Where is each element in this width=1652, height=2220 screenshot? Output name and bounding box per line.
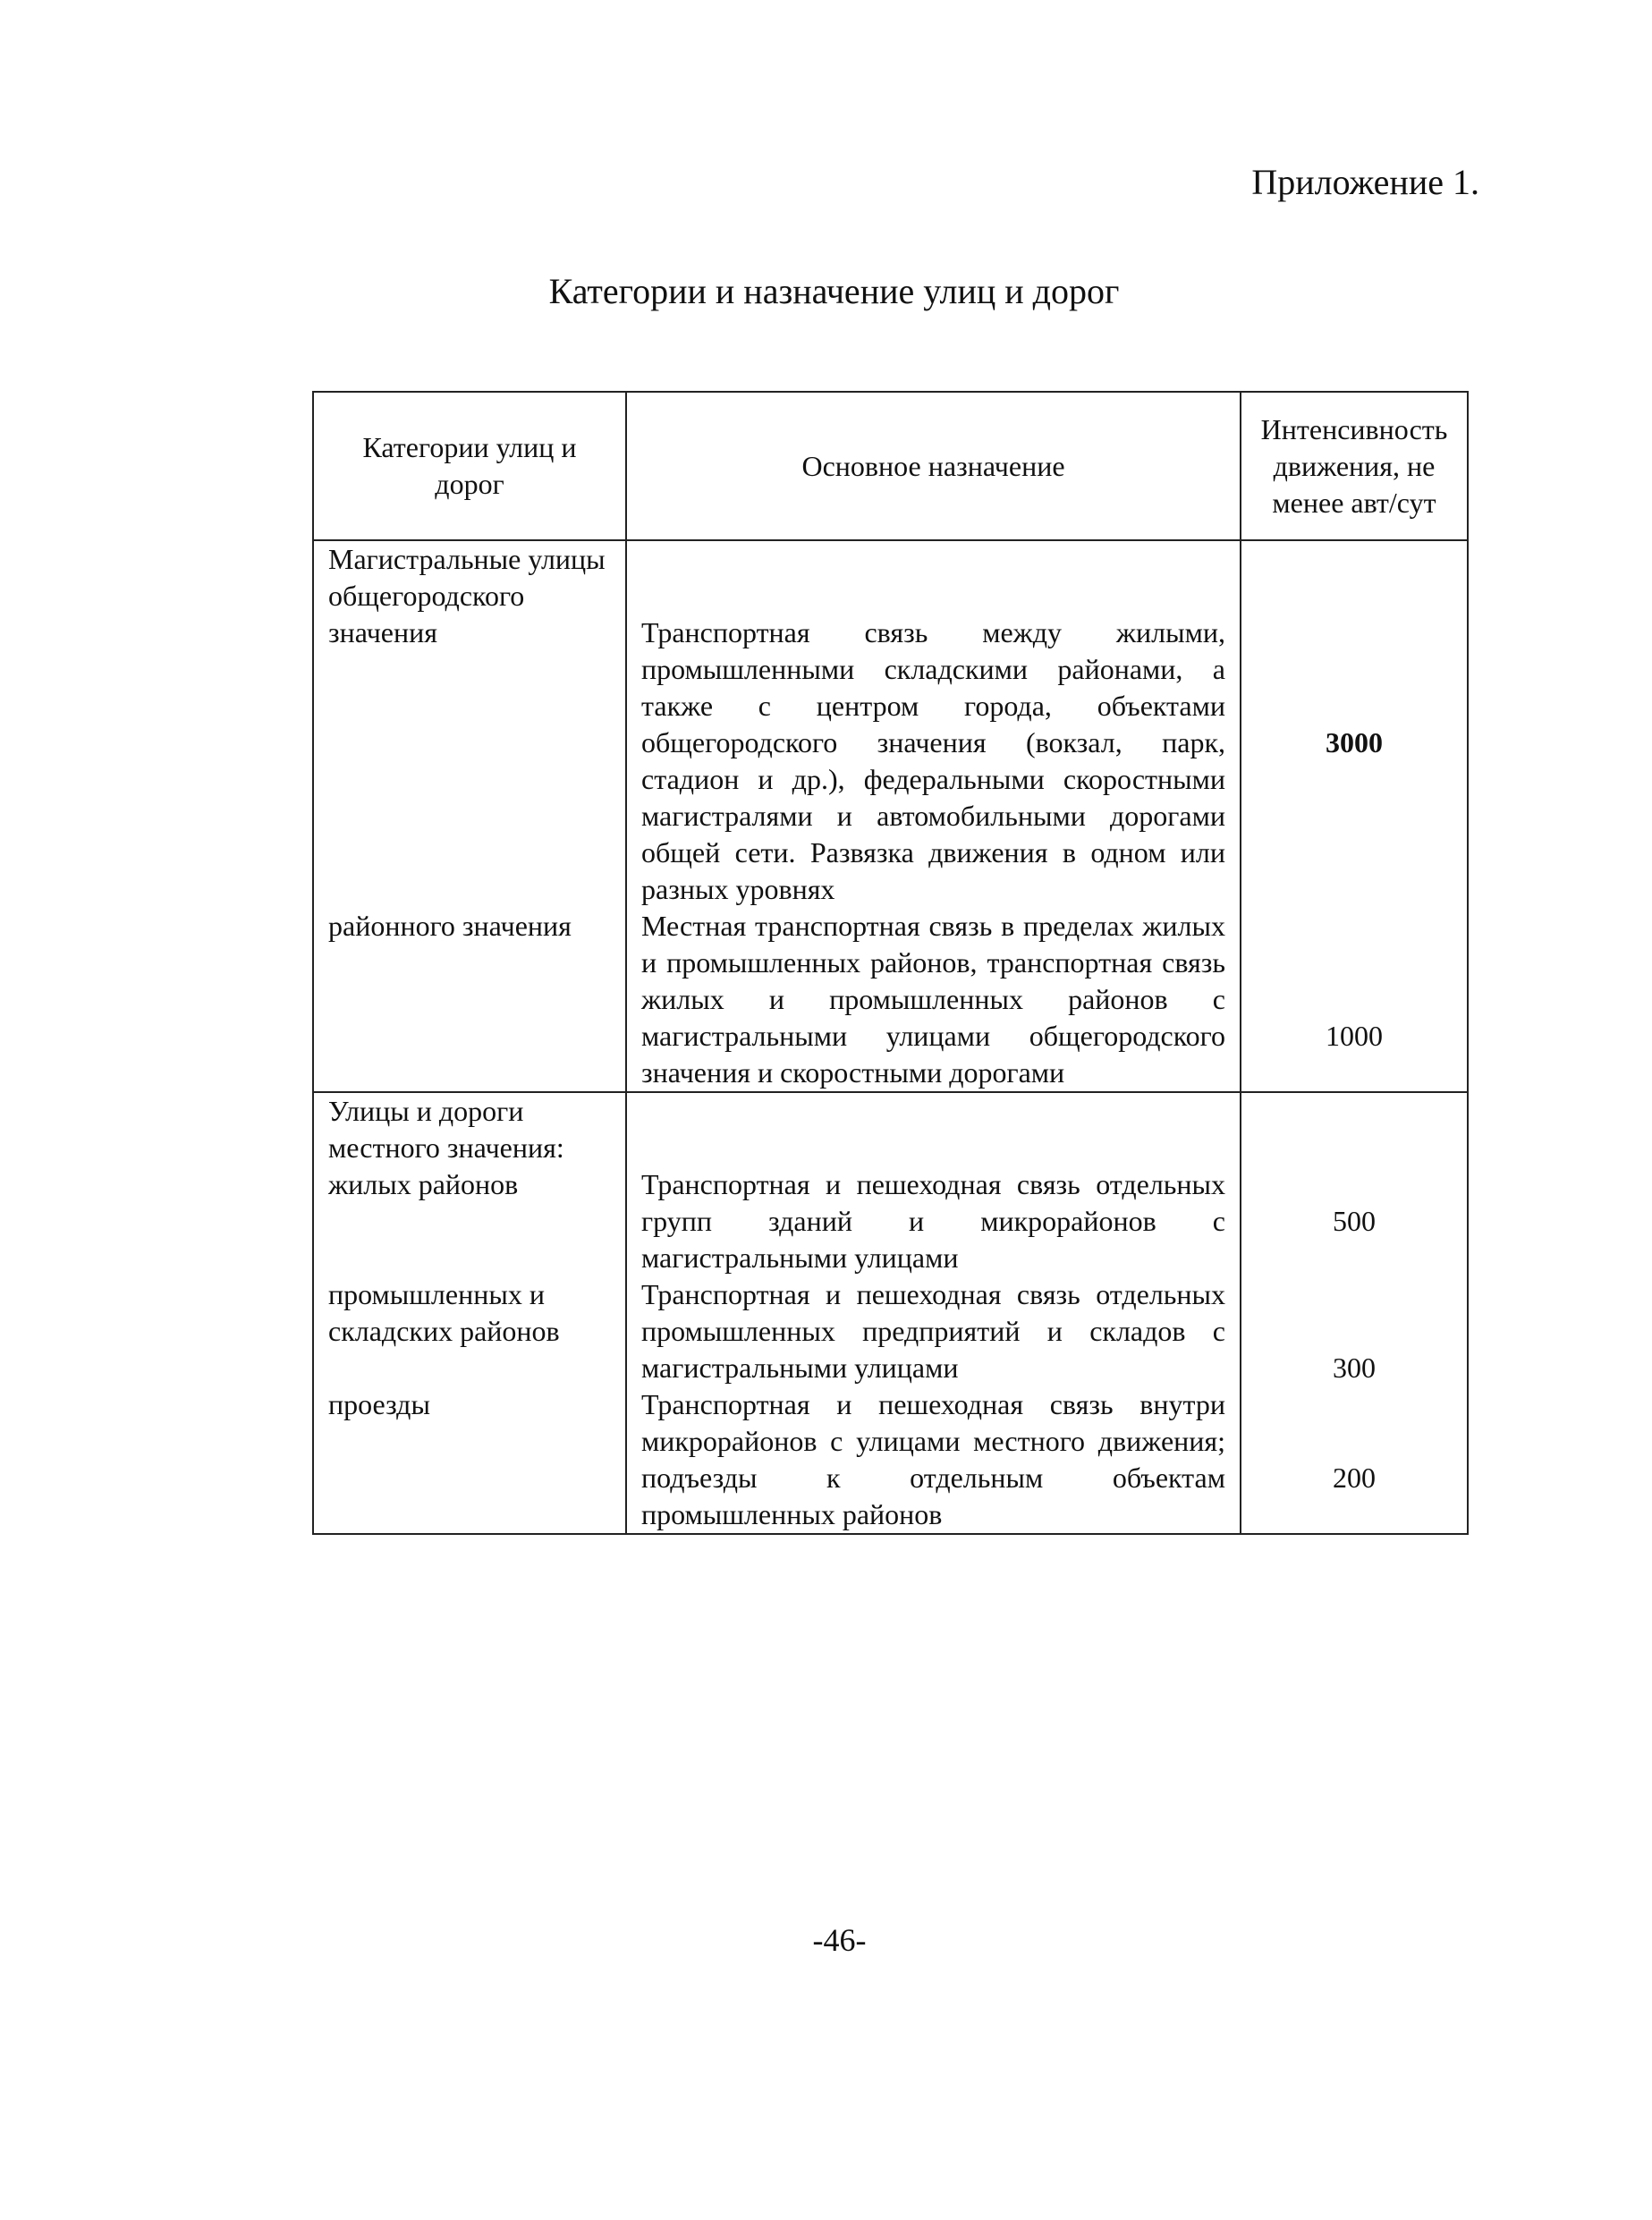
category-cell: [313, 1386, 626, 1534]
table-row: [313, 1386, 1468, 1534]
group-heading: Улицы и дороги местного значения:: [328, 1095, 564, 1164]
header-purpose: Основное назначение: [626, 392, 1241, 540]
categories-table: [312, 391, 1469, 1535]
intensity-cell: [1241, 1092, 1468, 1276]
purpose-text: Транспортная связь между жилыми, промышленными складскими районами, а также с центром города, объектами общегородского значения (вокзал, парк, стадион и др.), федеральными скоростными магистралями и автомобильными дорогами общей сети. Развязка движения в одном или разных уровнях: [641, 616, 1225, 905]
table-header-row: [313, 392, 1468, 540]
appendix-label: Приложение 1.: [1251, 162, 1479, 202]
intensity-cell: [1241, 1386, 1468, 1534]
intensity-value: 200: [1333, 1462, 1376, 1494]
purpose-text: Транспортная и пешеходная связь внутри микрорайонов с улицами местного движения; подъезды к отдельным объектам промышленных районов: [641, 1388, 1225, 1530]
purpose-cell: [626, 1092, 1241, 1276]
purpose-cell: [626, 1276, 1241, 1386]
intensity-value: 500: [1333, 1205, 1376, 1237]
purpose-text: Транспортная и пешеходная связь отдельных групп зданий и микрорайонов с магистральными улицами: [641, 1168, 1225, 1274]
table-row: [313, 540, 1468, 908]
category-name: промышленных и складских районов: [328, 1278, 560, 1347]
category-cell: [313, 1276, 626, 1386]
intensity-cell: [1241, 908, 1468, 1092]
intensity-value: 300: [1333, 1351, 1376, 1384]
purpose-text: Местная транспортная связь в пределах жилых и промышленных районов, транспортная связь жилых и промышленных районов с магистральными улицами общегородского значения и скоростными дорогами: [641, 910, 1225, 1089]
category-name: жилых районов: [328, 1168, 519, 1200]
table-row: [313, 1276, 1468, 1386]
page-title: Категории и назначение улиц и дорог: [548, 271, 1120, 311]
category-cell: [313, 1092, 626, 1276]
category-cell: [313, 540, 626, 908]
category-name: районного значения: [328, 910, 572, 942]
category-cell: [313, 908, 626, 1092]
table-row: [313, 1092, 1468, 1276]
category-name: проезды: [328, 1388, 430, 1420]
intensity-cell: [1241, 1276, 1468, 1386]
purpose-cell: [626, 540, 1241, 908]
page-number: -46-: [812, 1922, 867, 1958]
intensity-value: 1000: [1326, 1020, 1383, 1052]
header-intensity: Интенсивность движения, не менее авт/сут: [1241, 392, 1468, 540]
purpose-cell: [626, 1386, 1241, 1534]
purpose-cell: [626, 908, 1241, 1092]
intensity-cell: [1241, 540, 1468, 908]
header-category: Категории улиц и дорог: [313, 392, 626, 540]
category-name: общегородского значения: [328, 580, 525, 648]
group-heading: Магистральные улицы: [328, 543, 606, 575]
table-row: [313, 908, 1468, 1092]
purpose-text: Транспортная и пешеходная связь отдельных промышленных предприятий и складов с магистральными улицами: [641, 1278, 1225, 1384]
intensity-value: 3000: [1326, 726, 1383, 758]
